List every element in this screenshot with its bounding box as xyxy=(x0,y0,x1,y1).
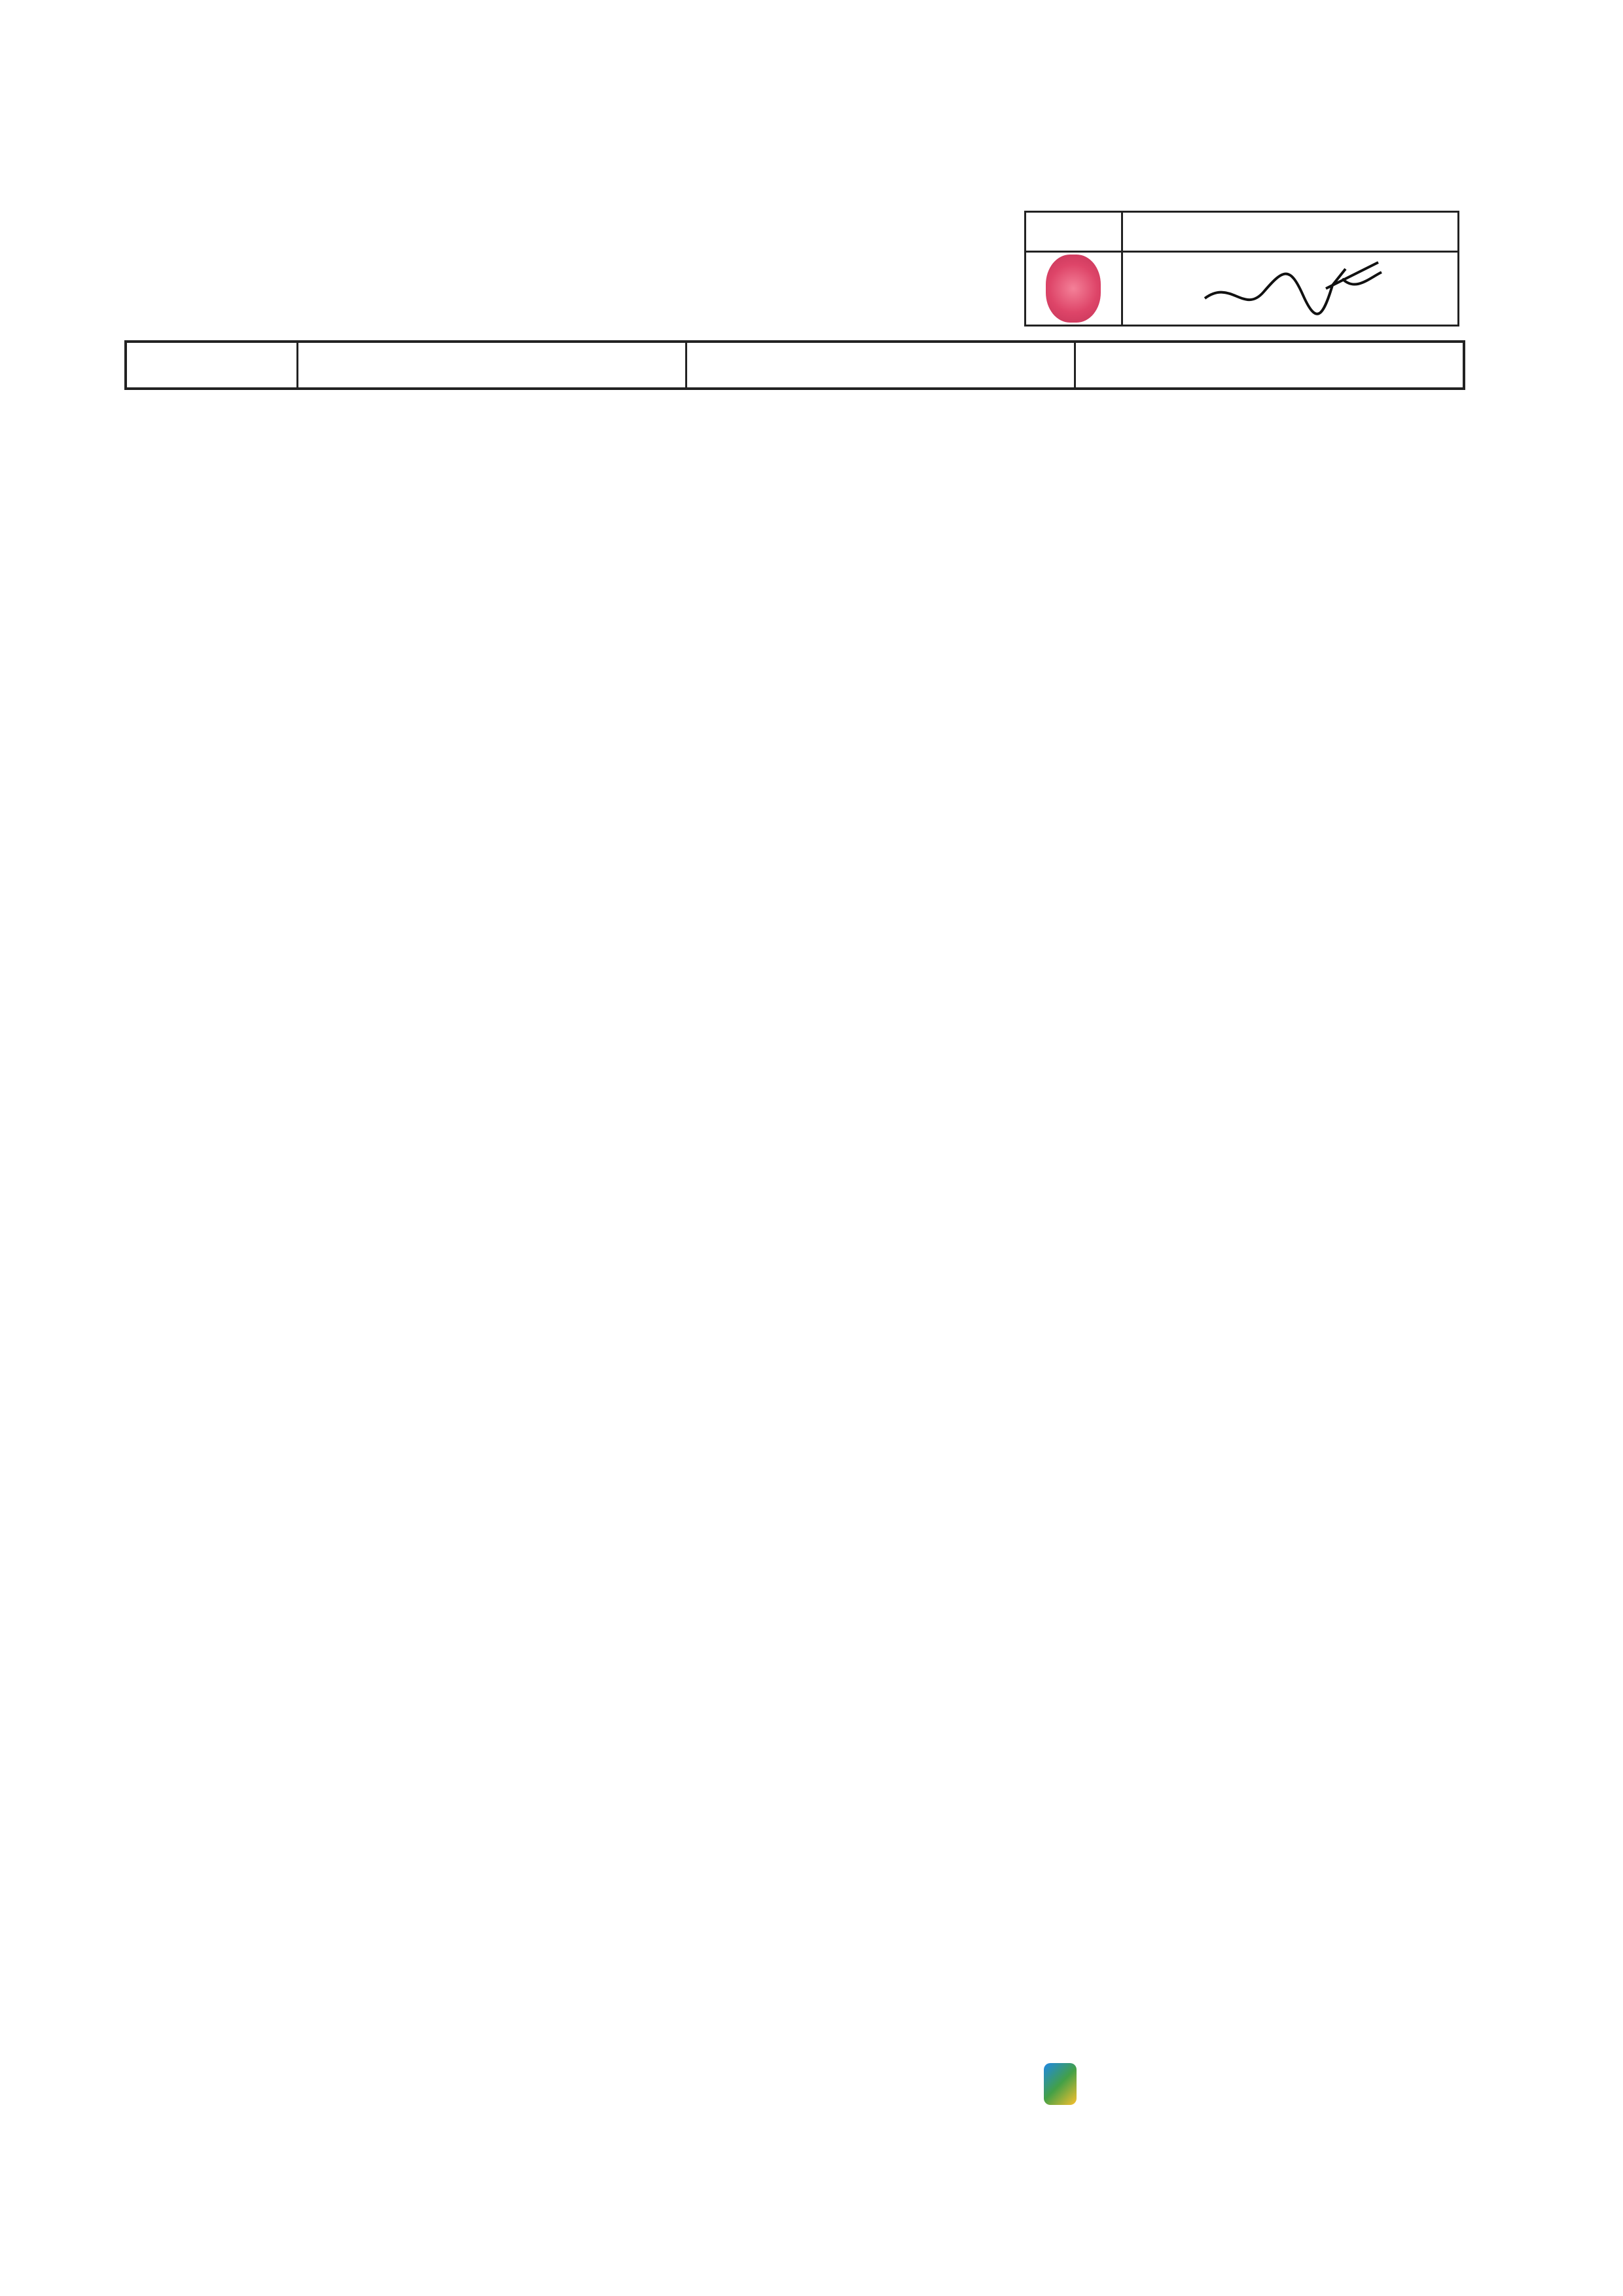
lunch-header xyxy=(686,342,1075,389)
director-label xyxy=(1122,212,1458,252)
breakfast-header xyxy=(297,342,686,389)
seal-stamp xyxy=(1046,255,1101,323)
dietitian-label xyxy=(1026,212,1122,252)
signature-scribble xyxy=(1192,253,1388,325)
hospital-logo xyxy=(1044,2058,1084,2110)
logo-icon xyxy=(1044,2063,1077,2105)
corner-header xyxy=(126,342,297,389)
dietitian-stamp-cell xyxy=(1026,252,1122,326)
approval-box xyxy=(1024,211,1459,327)
weekly-menu-table xyxy=(124,340,1465,1943)
dinner-header xyxy=(1075,342,1464,389)
director-signature-cell xyxy=(1122,252,1458,326)
